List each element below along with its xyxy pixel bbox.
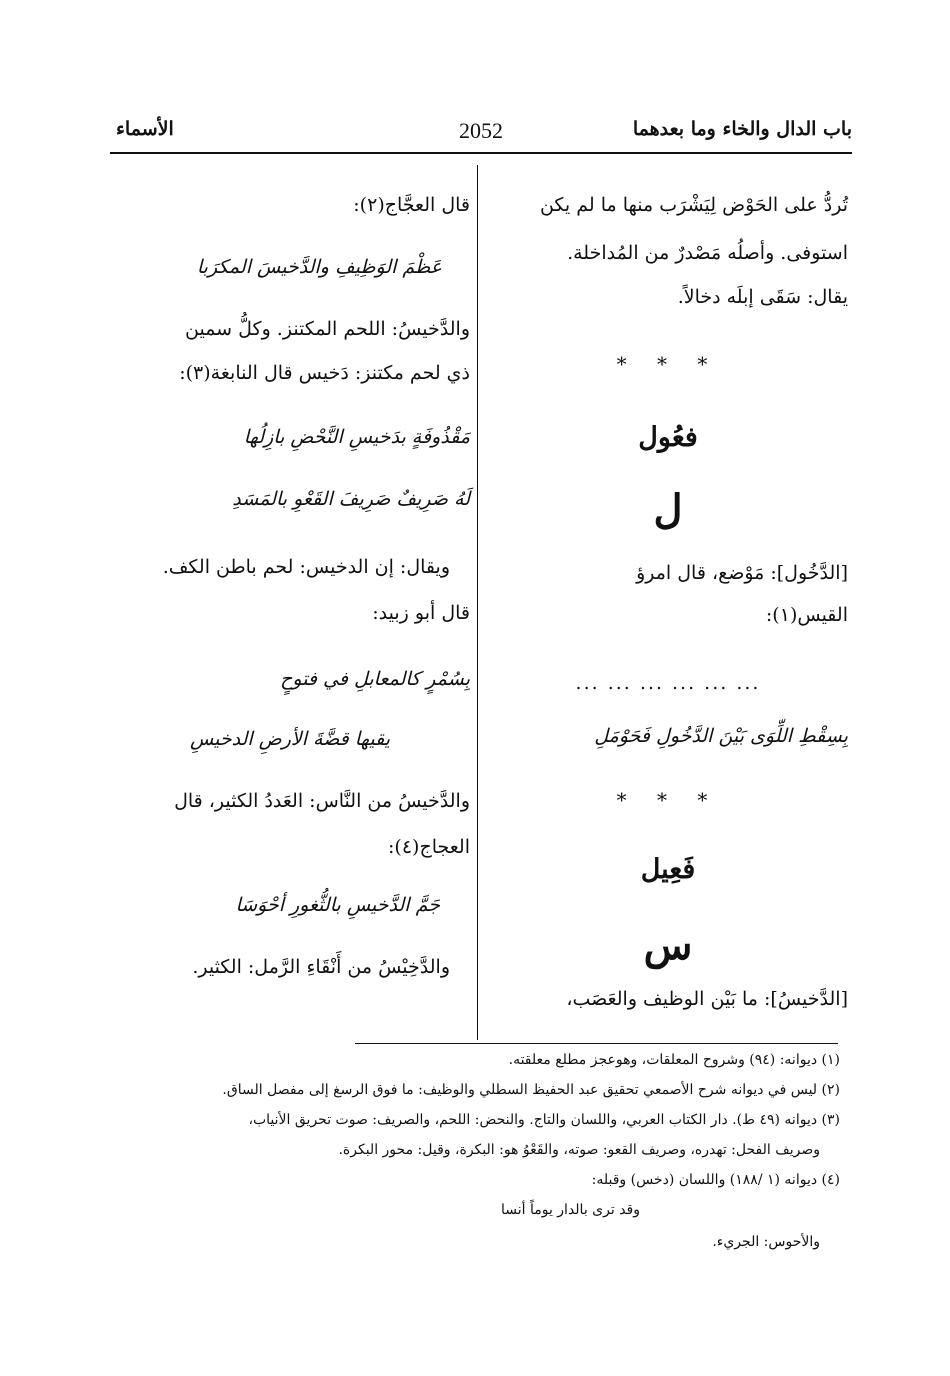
text-line: والدَّخِيْسُ من أَنْقَاءِ الرَّمل: الكثير. <box>192 956 450 978</box>
text-line: والدَّخيسُ من النَّاس: العَددُ الكثير، قال <box>174 790 470 812</box>
footnote-continuation: وصريف الفحل: تهدره، وصريف القعو: صوته، والقَعْوُ هو: البكرة، وقيل: محور البكرة. <box>338 1142 820 1158</box>
entry-line: [الدَّخُول]: مَوْضع، قال امرؤ <box>636 562 848 584</box>
text-line: استوفى. وأصلُه مَصْدرٌ من المُداخلة. <box>567 242 848 264</box>
text-line: ويقال: إن الدخيس: لحم باطن الكف. <box>162 556 450 578</box>
verse-line: لَهُ صَرِيفٌ صَرِيفَ القَعْوِ بالمَسَدِ <box>232 488 470 510</box>
verse-line: بِسُمْرٍ كالمعابلِ في فتوحٍ <box>280 668 470 690</box>
letter-heading: ل <box>653 486 683 533</box>
page-number: 2052 <box>459 118 503 143</box>
ellipsis-line: ... ... ... ... ... ... <box>575 672 761 694</box>
section-separator: * * * <box>616 788 720 812</box>
section-separator: * * * <box>616 352 720 376</box>
footnote: (١) ديوانه: (٩٤) وشروح المعلقات، وهوعجز مطلع معلقته. <box>508 1052 840 1068</box>
section-heading: فَعِيل <box>640 854 696 885</box>
footnote-rule <box>355 1043 838 1044</box>
text-line: يقال: سَقَى إبلَه دخالاً. <box>677 286 848 308</box>
footnote: (٣) ديوانه (٤٩ ط). دار الكتاب العربي، واللسان والتاج. والنحض: اللحم، والصريف: صوت تحريق الأنياب، <box>248 1112 840 1128</box>
page-header <box>110 118 852 148</box>
column-divider <box>477 165 478 1040</box>
header-chapter-title: باب الدال والخاء وما بعدهما <box>632 118 852 140</box>
header-section-title: الأسماء <box>116 118 174 140</box>
section-heading: فعُول <box>638 422 698 453</box>
text-line: قال العجَّاج(٢): <box>353 194 470 216</box>
text-line: القيس(١): <box>765 604 848 626</box>
header-rule <box>110 152 852 154</box>
verse-line: مَقْذُوفَةٍ بدَخيسِ النَّحْضِ بازِلُها <box>243 426 470 448</box>
footnote: (٢) ليس في ديوانه شرح الأصمعي تحقيق عبد الحفيظ السطلي والوظيف: ما فوق الرسغ إلى مفصل الساق. <box>222 1082 840 1098</box>
text-line: والدَّخيسُ: اللحم المكتنز. وكلُّ سمين <box>185 318 470 340</box>
text-line: ذي لحم مكتنز: دَخيس قال النابغة(٣): <box>179 362 470 384</box>
verse-line: يقيها قضَّةَ الأرضِ الدخيسِ <box>189 728 390 750</box>
footnote-verse: وقد ترى بالدار يوماً أنسا <box>500 1202 640 1218</box>
text-line: تُردُّ على الحَوْض لِيَشْرَب منها ما لم يكن <box>539 194 848 216</box>
verse-line: جَمَّ الدَّخيسِ بالثُّغورِ أحْوَسَا <box>235 894 440 916</box>
entry-line: [الدَّخيسُ]: ما بَيْن الوظيف والعَصَب، <box>566 988 848 1010</box>
letter-heading: س <box>643 922 693 969</box>
verse-line: عَظْمَ الوَظِيفِ والدَّخيسَ المكرَبا <box>196 256 442 278</box>
text-line: قال أبو زبيد: <box>372 602 470 624</box>
verse-line: بِسِقْطِ اللِّوَى بَيْنَ الدَّخُولِ فَحَوْمَلِ <box>594 725 848 747</box>
text-line: العجاج(٤): <box>387 836 470 858</box>
footnote-continuation: والأحوس: الجريء. <box>712 1234 820 1250</box>
footnote: (٤) ديوانه (١ /١٨٨) واللسان (دخس) وقبله: <box>591 1172 840 1188</box>
